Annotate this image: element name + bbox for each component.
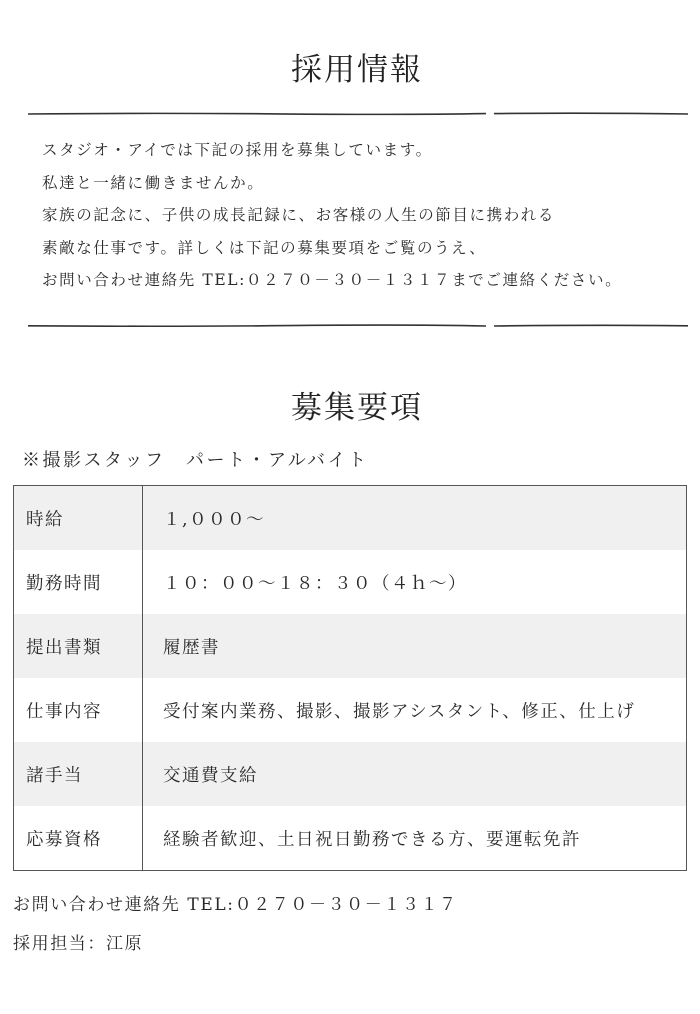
row-value: 交通費支給 (143, 742, 687, 806)
row-value: 経験者歓迎、土日祝日勤務できる方、要運転免許 (143, 806, 687, 871)
table-row (14, 614, 687, 678)
table-row (14, 806, 687, 871)
intro-text (42, 134, 692, 297)
table-row (14, 550, 687, 614)
intro-line: 家族の記念に、子供の成長記録に、お客様の人生の節目に携われる (42, 206, 556, 224)
row-label: 提出書類 (14, 614, 143, 678)
row-value: １,０００～ (143, 486, 687, 551)
row-value: 受付案内業務、撮影、撮影アシスタント、修正、仕上げ (143, 678, 687, 742)
row-label: 仕事内容 (14, 678, 143, 742)
divider-bottom (28, 324, 688, 328)
requirements-table (13, 485, 687, 871)
row-label: 勤務時間 (14, 550, 143, 614)
intro-line: お問い合わせ連絡先 TEL:０２７０－３０－１３１７までご連絡ください。 (42, 271, 623, 289)
row-label: 応募資格 (14, 806, 143, 871)
contact-tel: お問い合わせ連絡先 TEL:０２７０－３０－１３１７ (13, 895, 458, 915)
row-value: １０：００～１８：３０（４ｈ～） (143, 550, 687, 614)
job-type: ※撮影スタッフ パート・アルバイト (22, 450, 369, 471)
contact-person: 採用担当：江原 (13, 934, 144, 954)
table-row (14, 678, 687, 742)
table-row (14, 486, 687, 551)
intro-line: 私達と一緒に働きませんか。 (42, 173, 265, 192)
intro-line: スタジオ・アイでは下記の採用を募集しています。 (42, 141, 433, 159)
intro-line: 素敵な仕事です。詳しくは下記の募集要項をご覧のうえ、 (42, 238, 487, 257)
requirements-title: 募集要項 (291, 390, 423, 426)
table-row (14, 742, 687, 806)
recruit-title: 採用情報 (291, 52, 423, 88)
row-label: 時給 (14, 486, 143, 551)
divider-top (28, 112, 688, 116)
row-value: 履歴書 (143, 614, 687, 678)
row-label: 諸手当 (14, 742, 143, 806)
